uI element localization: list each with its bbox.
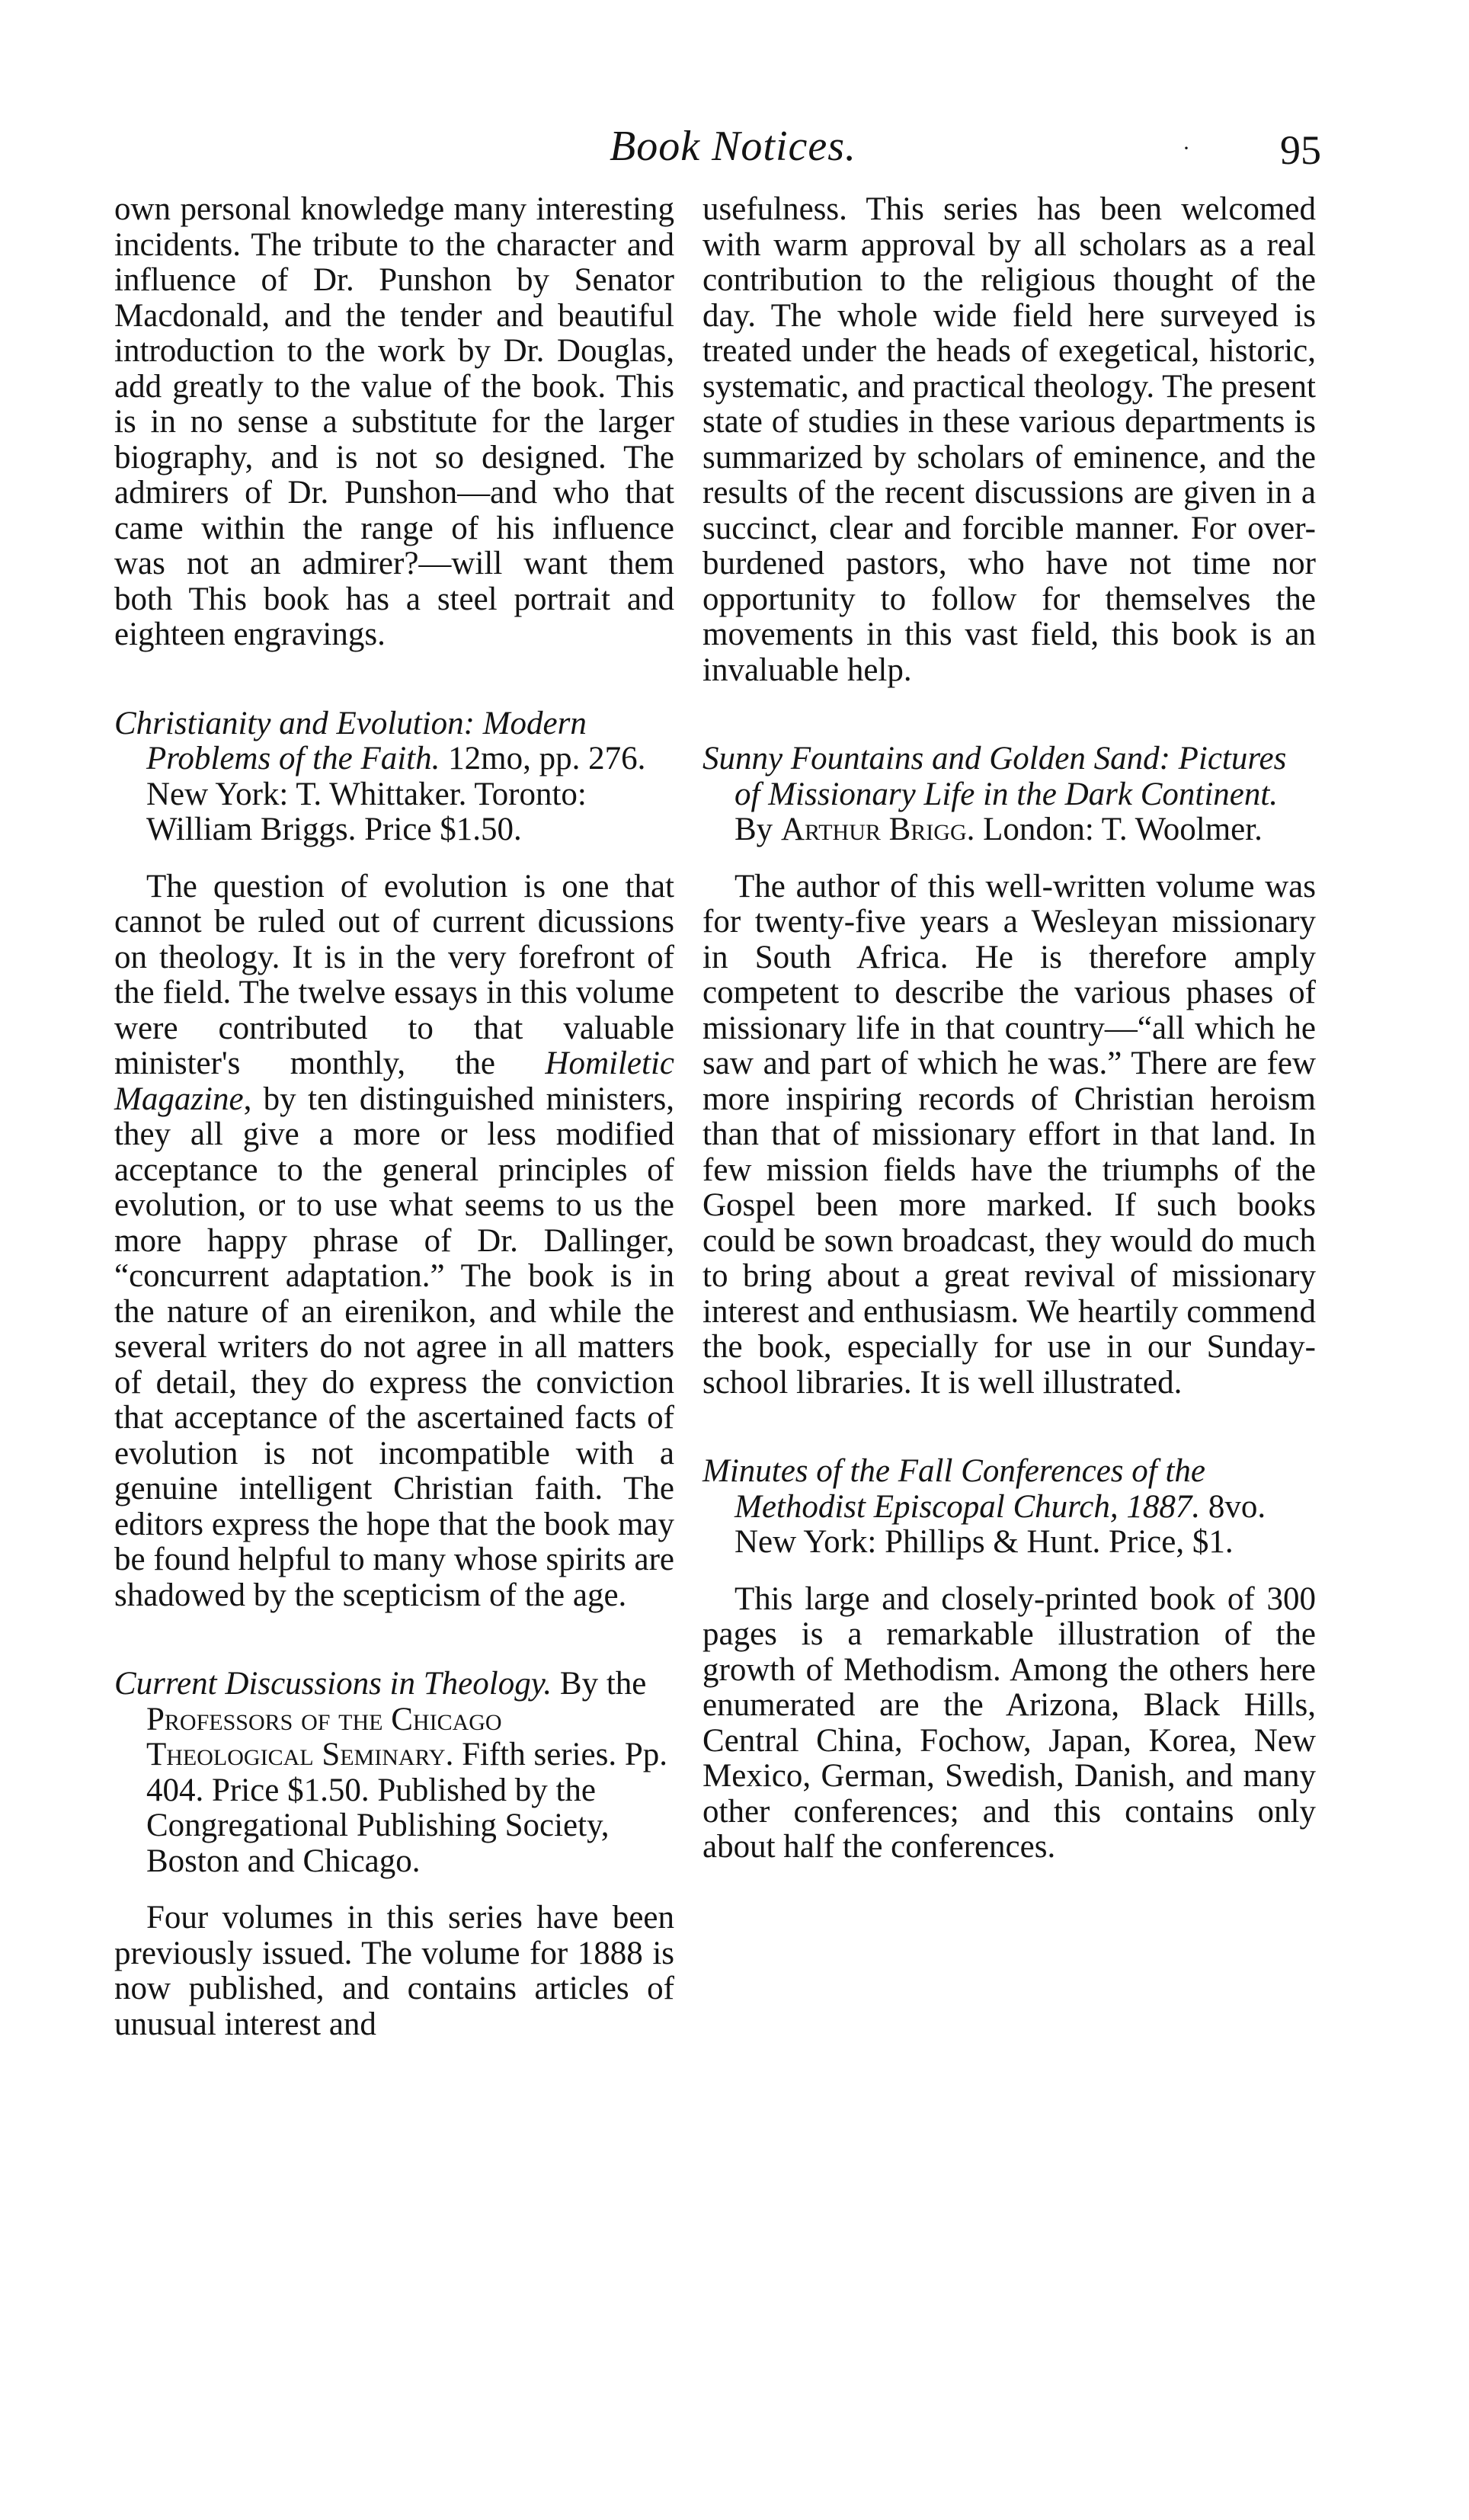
book-title: Minutes of the Fall Conferences of the Methodist Episcopal Church, 1887. [702, 1453, 1205, 1525]
book-details: 8vo. New York: Phillips & Hunt. Price, $1. [734, 1488, 1266, 1560]
book-entry-minutes-fall-conferences [702, 1454, 1316, 1561]
header-dot: · [1183, 136, 1190, 161]
book-title: Christianity and Evolution: Modern Problems of the Faith. [114, 705, 587, 776]
review-text: The question of evolution is one that cannot be ruled out of current dicussions on theology. It is in the very forefront of the field. The twelve essays in this volume were contributed to that valuable minister's monthly, the [114, 868, 674, 1081]
book-title: Current Discussions in Theology. [114, 1666, 552, 1702]
running-head-title: Book Notices. [610, 123, 857, 170]
review-paragraph: Four volumes in this series have been previously issued. The volume for 1888 is now published, and contains articles of unusual interest and [114, 1900, 674, 2042]
review-paragraph: The author of this well-written volume was for twenty-five years a Wesleyan missionary in South Africa. He is therefore amply competent to describe the various phases of missionary life in that country—“all which he saw and part of which he was.” There are few more inspiring records of Christian heroism than that of missionary effort in that land. In few mission fields have the triumphs of the Gospel been more marked. If such books could be sown broadcast, they would do much to bring about a great revival of missionary interest and enthusiasm. We heartily commend the book, especially for use in our Sunday-school libraries. It is well illustrated. [702, 868, 1316, 1401]
continued-paragraph: usefulness. This series has been welcomed with warm approval by all scholars as a real contribution to the religious thought of the day. The whole wide field here surveyed is treated under the heads of exegetical, historic, systematic, and practical theology. The present state of studies in these various departments is summarized by scholars of eminence, and the results of the recent discussions are given in a succinct, clear and forcible manner. For over-burdened pastors, who have not time nor opportunity to follow for themselves the movements in this vast field, this book is an invaluable help. [702, 191, 1316, 688]
book-by: By the [552, 1666, 647, 1702]
book-entry-current-discussions [114, 1667, 674, 1879]
book-details: London: T. Woolmer. [975, 812, 1263, 847]
book-details: 12mo, pp. 276. New York: T. Whittaker. Toronto: William Briggs. Price $1.50. [146, 741, 646, 847]
book-author: Professors of the Chicago Theological Seminary. [146, 1701, 502, 1772]
book-by: By [734, 812, 781, 847]
book-entry-sunny-fountains [702, 741, 1316, 848]
book-title: Sunny Fountains and Golden Sand: Pictures of Missionary Life in the Dark Continent. [702, 741, 1287, 812]
review-text: , by ten distinguished ministers, they all give a more or less modified acceptance to the general principles of evolution, or to use what seems to us the more happy phrase of Dr. Dallinger, “concurrent adaptation.” The book is in the nature of an eirenikon, and while the several writers do not agree in all matters of detail, they do express the conviction that acceptance of the ascertained facts of evolution is not incompatible with a genuine intelligent Christian faith. The editors express the hope that the book may be found helpful to many whose spirits are shadowed by the scepticism of the age. [114, 1081, 674, 1613]
continued-paragraph: own personal knowledge many interesting incidents. The tribute to the character and influence of Dr. Punshon by Senator Macdonald, and the tender and beautiful introduction to the work by Dr. Douglas, add greatly to the value of the book. This is in no sense a substitute for the larger biography, and is not so designed. The admirers of Dr. Punshon—and who that came within the range of his influence was not an admirer?—will want them both This book has a steel portrait and eighteen engravings. [114, 191, 674, 652]
book-details: Fifth series. Pp. 404. Price $1.50. Published by the Congregational Publishing Society, Boston and Chicago. [146, 1737, 668, 1879]
page-number: 95 [1280, 127, 1321, 173]
page-header [0, 114, 1469, 175]
left-column [114, 192, 674, 2042]
magazine-title: Homiletic Magazine [114, 1045, 674, 1117]
review-paragraph: This large and closely-printed book of 300 pages is a remarkable illustration of the growth of Methodism. Among the others here enumerated are the Arizona, Black Hills, Central China, Fochow, Japan, Korea, New Mexico, German, Swedish, Danish, and many other conferences; and this contains only about half the conferences. [702, 1580, 1316, 1865]
review-paragraph [114, 869, 674, 1614]
book-entry-christianity-and-evolution [114, 706, 674, 848]
right-column [702, 192, 1316, 1865]
book-author: Arthur Brigg. [780, 812, 975, 847]
